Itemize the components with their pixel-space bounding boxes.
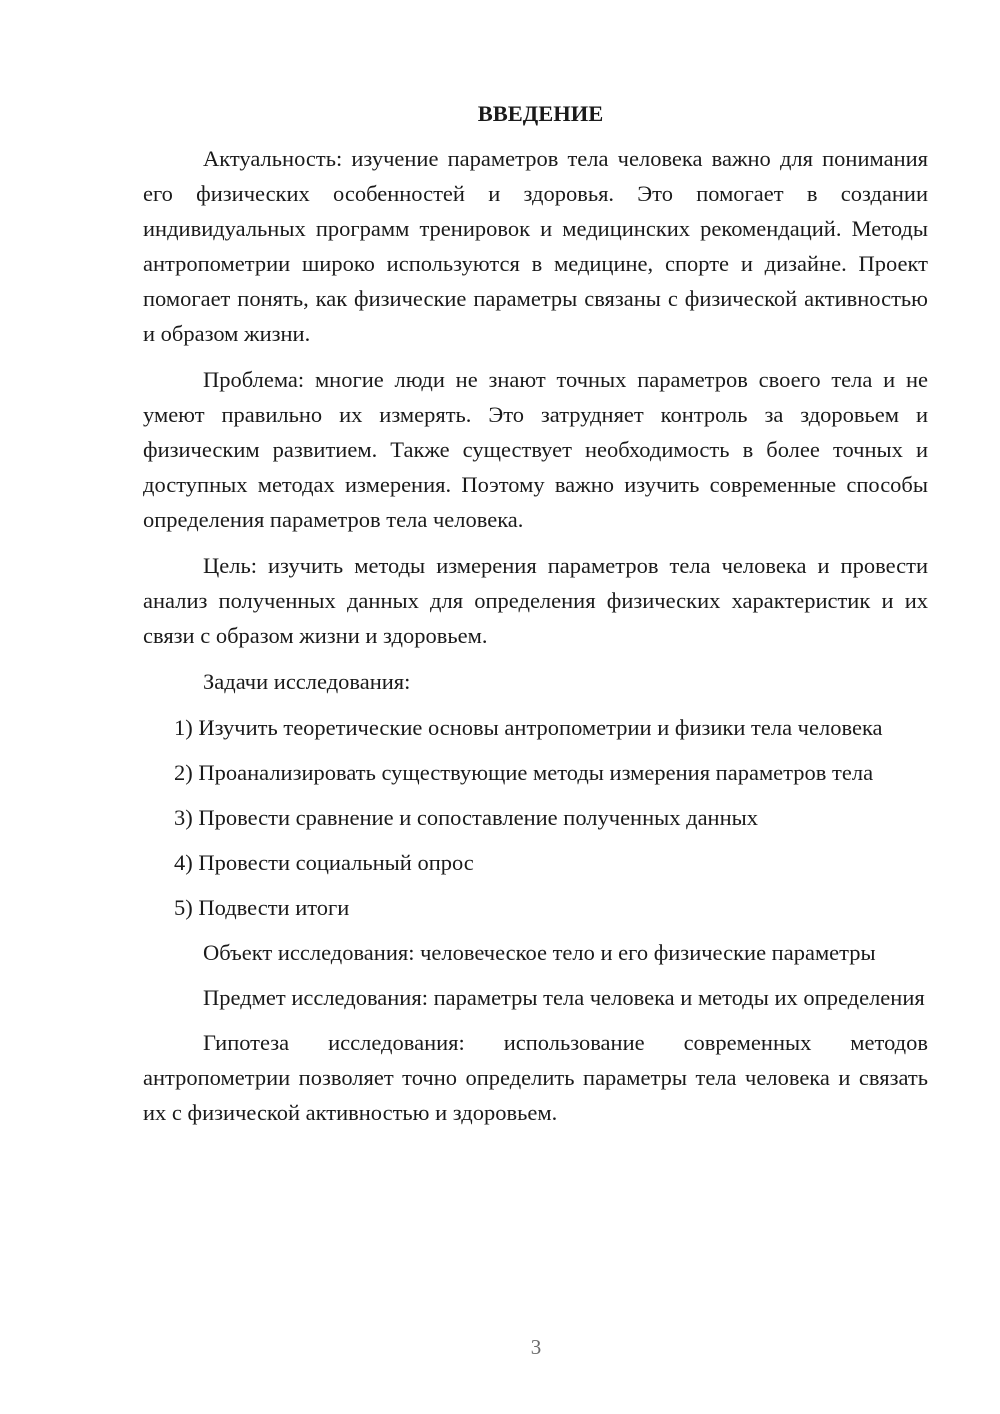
paragraph-goal: Цель: изучить методы измерения параметров тела человека и провести анализ полученных данных для определения физических характеристик и их связи с образом жизни и здоровьем. [143, 553, 928, 648]
list-item-task-4: 4) Провести социальный опрос [174, 850, 474, 875]
paragraph-hypothesis: Гипотеза исследования: использование современных методов антропометрии позволяет точно определить параметры тела человека и связать их с физической активностью и здоровьем. [143, 1030, 928, 1125]
paragraph-tasks-heading: Задачи исследования: [203, 669, 411, 694]
list-item-task-5: 5) Подвести итоги [174, 895, 350, 920]
paragraph-subject: Предмет исследования: параметры тела человека и методы их определения [203, 985, 925, 1010]
paragraph-relevance: Актуальность: изучение параметров тела человека важно для понимания его физических особенностей и здоровья. Это помогает в создании индивидуальных программ тренировок и медицинских рекомендаций. Методы антропометрии широко используются в медицине, спорте и дизайне. Проект помогает понять, как физические параметры связаны с физической активностью и образом жизни. [143, 146, 928, 346]
page-number: 3 [530, 1335, 542, 1359]
paragraph-problem: Проблема: многие люди не знают точных параметров своего тела и не умеют правильно их измерять. Это затрудняет контроль за здоровьем и физическим развитием. Также существует необходимость в более точных и доступных методах измерения. Поэтому важно изучить современные способы определения параметров тела человека. [143, 367, 928, 532]
paragraph-object: Объект исследования: человеческое тело и его физические параметры [203, 940, 876, 965]
list-item-task-1: 1) Изучить теоретические основы антропометрии и физики тела человека [174, 715, 883, 740]
document-body [143, 96, 928, 1130]
list-item-task-3: 3) Провести сравнение и сопоставление полученных данных [174, 805, 759, 830]
page-title: ВВЕДЕНИЕ [477, 101, 604, 126]
list-item-task-2: 2) Проанализировать существующие методы измерения параметров тела [174, 760, 874, 785]
